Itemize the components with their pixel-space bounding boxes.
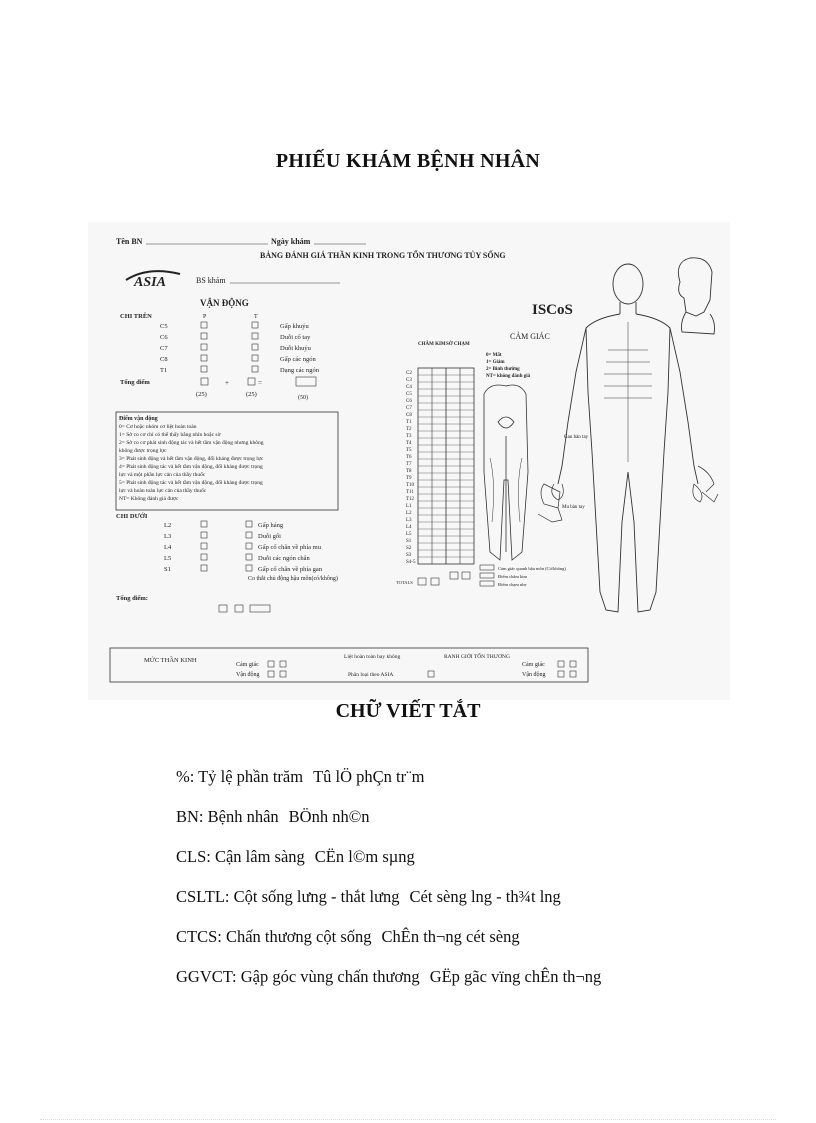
lower-row-t-box <box>246 521 252 527</box>
motor-title: VẬN ĐỘNG <box>200 298 249 308</box>
abbreviation-text: CLS: Cận lâm sàng <box>176 847 305 866</box>
lower-limb-label: CHI DƯỚI <box>116 513 148 520</box>
motor-scale-line: 4= Phát sinh động tác và hết tầm vận động, đối kháng được trọng <box>119 464 263 470</box>
sensory-level-label: T3 <box>406 434 412 439</box>
lower-row-p-box <box>201 543 207 549</box>
sensory-level-label: L2 <box>406 511 412 516</box>
bottom-box <box>268 671 274 677</box>
lower-row-desc: Gấp cổ chân về phía mu <box>258 544 321 551</box>
upper-row-level: C6 <box>160 334 168 341</box>
upper-total-t-max: (25) <box>246 391 257 398</box>
upper-limb-rows <box>160 322 320 374</box>
lower-row-level: S1 <box>164 566 171 573</box>
sensory-level-label: T4 <box>406 441 412 446</box>
motor-scale-line: lực và một phần lực cản của thầy thuốc <box>119 472 206 478</box>
abbreviation-legacy-encoding: Tû lÖ phÇn tr¨m <box>313 767 425 786</box>
bottom-motor-right: Vận động <box>522 672 546 678</box>
lower-row-t-box <box>246 543 252 549</box>
form-svg <box>88 222 730 700</box>
bottom-box <box>268 661 274 667</box>
equals-sign: = <box>258 379 262 387</box>
bottom-box <box>570 671 576 677</box>
anal-contraction-label: Co thắt chủ động hậu môn(có/không) <box>248 576 338 582</box>
motor-scale-line: 3= Phát sinh động và hết tầm vận động, đối kháng được trọng lực <box>119 456 264 462</box>
upper-row <box>160 366 320 374</box>
upper-total-p-max: (25) <box>196 391 207 398</box>
upper-row-t-box <box>252 333 258 339</box>
abbreviation-item <box>176 922 796 962</box>
motor-scale-line: Điểm vận động <box>119 416 158 422</box>
sensory-legend <box>486 353 531 379</box>
upper-total-sum-box <box>296 377 316 386</box>
sensory-col-prick: CHÂM KIM <box>418 342 446 347</box>
sensory-legend-item: NT= không đánh giá <box>486 374 531 379</box>
motor-scale-text <box>119 415 264 502</box>
motor-col-t: T <box>254 314 258 320</box>
posterior-body-diagram <box>484 385 528 560</box>
sensory-level-label: S4-5 <box>406 560 416 565</box>
bottom-box <box>280 671 286 677</box>
abbreviations-title: CHỮ VIẾT TẮT <box>335 700 481 722</box>
motor-scale-line: NT= Không đánh giá được <box>119 496 179 502</box>
lower-row-desc: Duỗi gối <box>258 533 281 540</box>
upper-total-t-box <box>248 378 255 385</box>
abbreviation-legacy-encoding: ChÊn th¬ng cét sèng <box>381 927 520 946</box>
abbreviation-legacy-encoding: Cét sèng lng - th¾t lng <box>409 887 561 906</box>
motor-scale-line: 1= Sờ co cơ chỉ có thể thấy bằng nhìn hoặc sờ <box>119 432 221 438</box>
upper-row-p-box <box>201 366 207 372</box>
sensory-note: Cảm giác quanh hậu môn (Có/không) <box>498 566 566 571</box>
sensory-note-boxes <box>480 565 566 587</box>
sensory-level-label: T8 <box>406 469 412 474</box>
upper-row-p-box <box>201 333 207 339</box>
sensory-total-box <box>418 578 426 585</box>
upper-row-level: C7 <box>160 345 168 352</box>
lower-row-desc: Duỗi các ngón chân <box>258 555 310 562</box>
sensory-grid <box>418 368 474 564</box>
motor-scale-line: lực và hoàn toàn lực cản của thầy thuốc <box>119 488 207 494</box>
sensory-legend-item: 0= Mất <box>486 353 502 358</box>
bottom-box <box>558 671 564 677</box>
bottom-level-label: MỨC THẦN KINH <box>144 657 197 664</box>
lower-row <box>164 521 284 529</box>
upper-total-sum-max: (50) <box>298 395 308 401</box>
upper-row <box>160 344 312 352</box>
sensory-legend-item: 1= Giảm <box>486 360 505 365</box>
sensory-level-label: C3 <box>406 378 412 383</box>
sensory-level-label: T2 <box>406 427 412 432</box>
lower-row-p-box <box>201 521 207 527</box>
lower-row-t-box <box>246 554 252 560</box>
upper-row-desc: Duỗi khuỷu <box>280 345 311 352</box>
sensory-level-label: S1 <box>406 539 412 544</box>
motor-scale-line: không được trọng lực <box>119 448 167 454</box>
sensory-level-labels <box>406 371 416 565</box>
asia-logo-text: ASIA <box>134 275 166 290</box>
abbreviation-item <box>176 762 796 802</box>
upper-row-level: T1 <box>160 367 168 374</box>
upper-row-t-box <box>252 344 258 350</box>
sensory-level-label: C8 <box>406 413 412 418</box>
sensory-level-label: T10 <box>406 483 415 488</box>
lower-row <box>164 532 281 540</box>
sensory-level-label: S3 <box>406 553 412 558</box>
sensory-legend-item: 2= Bình thường <box>486 367 520 372</box>
lower-limb-rows <box>164 521 323 573</box>
upper-row-level: C5 <box>160 323 168 330</box>
sensory-level-label: C6 <box>406 399 412 404</box>
sensory-level-label: L5 <box>406 532 412 537</box>
upper-limb-label: CHI TRÊN <box>120 313 152 320</box>
upper-row-t-box <box>252 366 258 372</box>
page-title: PHIẾU KHÁM BỆNH NHÂN <box>275 150 541 172</box>
lower-row-p-box <box>201 532 207 538</box>
lower-row <box>164 565 323 573</box>
bottom-box <box>280 661 286 667</box>
sensory-level-label: T9 <box>406 476 412 481</box>
abbreviation-item <box>176 802 796 842</box>
bottom-sensory-left: Cảm giác <box>236 662 259 668</box>
sensory-col-touch: SỜ CHẠM <box>446 342 470 347</box>
footer-divider <box>40 1119 776 1120</box>
upper-row <box>160 355 316 363</box>
palm-label: Gan bàn tay <box>564 435 589 440</box>
sensory-level-label: L4 <box>406 525 412 530</box>
lower-total-box-2 <box>235 605 243 612</box>
bottom-motor-left: Vận động <box>236 672 260 678</box>
lower-row-level: L5 <box>164 555 172 562</box>
upper-row-p-box <box>201 322 207 328</box>
lower-total-box-1 <box>219 605 227 612</box>
upper-row-desc: Duỗi cổ tay <box>280 334 311 341</box>
abbreviation-list <box>176 762 796 1002</box>
sensory-level-label: C7 <box>406 406 412 411</box>
iscos-logo: ISCoS <box>532 302 573 318</box>
bottom-box <box>428 671 434 677</box>
upper-row-desc: Gấp các ngón <box>280 356 316 363</box>
upper-row-desc: Gấp khuỷu <box>280 323 309 330</box>
bottom-box <box>570 661 576 667</box>
lower-total-label: Tổng điểm: <box>116 595 148 602</box>
upper-row <box>160 333 311 341</box>
sensory-level-label: T6 <box>406 455 412 460</box>
patient-name-label: Tên BN <box>116 237 143 246</box>
lower-row-p-box <box>201 554 207 560</box>
form-header-title: BẢNG ĐÁNH GIÁ THẦN KINH TRONG TỔN THƯƠNG TỦY SỐNG <box>260 251 506 260</box>
upper-row <box>160 322 309 330</box>
motor-scale-line: 5= Phát sinh động tác và hết tầm vận động, đối kháng được trọng <box>119 480 263 486</box>
sensory-total-label: TOTALS <box>396 580 413 585</box>
bottom-zone-label: RANH GIỚI TỔN THƯƠNG <box>444 654 510 660</box>
lower-row-level: L3 <box>164 533 172 540</box>
sensory-level-label: T1 <box>406 420 412 425</box>
lower-row-level: L2 <box>164 522 172 529</box>
asia-logo <box>126 271 180 290</box>
abbreviation-text: %: Tỷ lệ phần trăm <box>176 767 304 786</box>
abbreviation-item <box>176 882 796 922</box>
abbreviation-legacy-encoding: CËn l©m sµng <box>314 847 415 866</box>
sensory-level-label: C2 <box>406 371 412 376</box>
sensory-total-box <box>462 572 470 579</box>
lower-row-t-box <box>246 565 252 571</box>
sensory-level-label: T11 <box>406 490 414 495</box>
upper-total-p-box <box>201 378 208 385</box>
abbreviation-text: CSLTL: Cột sống lưng - thắt lưng <box>176 887 400 906</box>
sensory-total-box <box>431 578 439 585</box>
lower-row-p-box <box>201 565 207 571</box>
sensory-level-label: T12 <box>406 497 415 502</box>
sensory-level-label: S2 <box>406 546 412 551</box>
upper-row-desc: Dạng các ngón <box>280 367 319 374</box>
lower-row-t-box <box>246 532 252 538</box>
head-side-diagram <box>678 258 714 334</box>
sensory-level-label: L3 <box>406 518 412 523</box>
motor-col-p: P <box>203 314 207 320</box>
bottom-asia-label: Phân loại theo ASIA <box>348 672 394 678</box>
sensory-title: CẢM GIÁC <box>510 332 550 341</box>
sensory-level-label: C4 <box>406 385 412 390</box>
abbreviation-item <box>176 842 796 882</box>
upper-total-label: Tổng điểm <box>120 379 150 386</box>
sensory-level-label: T7 <box>406 462 412 467</box>
upper-row-t-box <box>252 322 258 328</box>
lower-row-desc: Gấp cổ chân về phía gan <box>258 566 323 573</box>
lower-row <box>164 554 311 562</box>
bottom-sensory-right: Cảm giác <box>522 662 545 668</box>
upper-row-p-box <box>201 355 207 361</box>
sensory-note: Điểm chạm nhẹ <box>498 582 527 587</box>
sensory-level-label: C5 <box>406 392 412 397</box>
doctor-label: BS khám <box>196 276 226 285</box>
spinal-injury-assessment-form <box>88 222 730 700</box>
plus-sign: + <box>225 379 229 387</box>
lower-row <box>164 543 322 551</box>
sensory-note: Điểm châm kim <box>498 574 527 579</box>
sensory-total-box <box>450 572 458 579</box>
bottom-box <box>558 661 564 667</box>
sensory-level-label: L1 <box>406 504 412 509</box>
sensory-level-label: T5 <box>406 448 412 453</box>
motor-scale-line: 0= Cơ hoặc nhóm cơ liệt hoàn toàn <box>119 424 197 430</box>
lower-total-box-3 <box>250 605 270 612</box>
lower-row-desc: Gấp háng <box>258 522 284 529</box>
abbreviation-text: CTCS: Chấn thương cột sống <box>176 927 372 946</box>
upper-row-level: C8 <box>160 356 168 363</box>
back-of-hand-label: Mu bàn tay <box>562 505 585 510</box>
abbreviation-item <box>176 962 796 1002</box>
exam-date-label: Ngày khám <box>271 237 311 246</box>
abbreviation-text: GGVCT: Gập góc vùng chấn thương <box>176 967 420 986</box>
bottom-complete-label: Liệt hoàn toàn hay không <box>344 654 401 660</box>
motor-scale-line: 2= Sờ co cơ phát sinh động tác và hết tầm vận động nhưng không <box>119 440 264 446</box>
abbreviation-legacy-encoding: BÖnh nh©n <box>288 807 370 826</box>
abbreviation-legacy-encoding: GËp gãc vïng chÊn th¬ng <box>429 967 602 986</box>
upper-row-t-box <box>252 355 258 361</box>
lower-row-level: L4 <box>164 544 172 551</box>
upper-row-p-box <box>201 344 207 350</box>
abbreviation-text: BN: Bệnh nhân <box>176 807 279 826</box>
